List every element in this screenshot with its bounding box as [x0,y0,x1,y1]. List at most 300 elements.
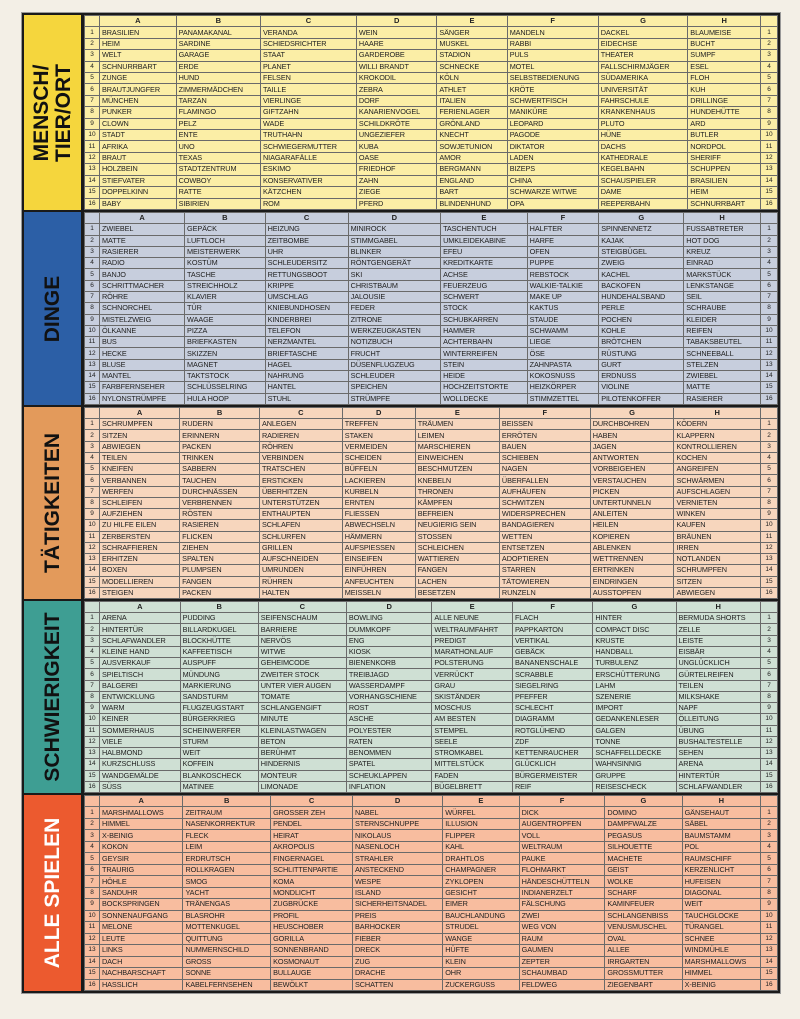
table-row [85,554,778,565]
row-number: 5 [761,853,778,864]
word-cell: MANTEL [100,370,185,381]
word-cell: SCHIEDSRICHTER [260,38,356,49]
word-cell: ROTGLÜHEND [512,725,592,736]
word-cell: KLEINLASTWAGEN [258,725,346,736]
row-number: 13 [85,359,100,370]
word-cell: ISLAND [353,887,443,898]
word-cell: WOLKE [605,876,682,887]
row-number: 4 [85,646,100,657]
word-cell: ZIEGE [356,187,436,198]
corner-cell [85,16,100,27]
word-cell: HOLZBEIN [100,164,177,175]
word-cell: PILOTENKOFFER [599,393,684,405]
word-cell: GRUPPE [593,770,676,781]
table-row [85,175,778,186]
word-cell: FANGEN [180,576,260,587]
row-number: 4 [761,452,778,463]
row-number: 2 [761,624,778,635]
word-cell: TEXAS [176,152,260,163]
row-number: 16 [761,198,778,210]
word-cell: BESCHMUTZEN [415,464,499,475]
word-cell: LACKIEREN [342,475,415,486]
word-cell: LACHEN [415,576,499,587]
word-cell: ARENA [676,759,760,770]
word-cell: TASCHE [185,269,266,280]
column-letter: B [185,213,266,224]
word-cell: STAKEN [342,430,415,441]
word-cell: KEINER [100,714,181,725]
row-number: 14 [85,565,100,576]
word-cell: KÄMPFEN [415,497,499,508]
row-number: 2 [761,235,778,246]
row-number: 5 [85,73,100,84]
category-title: ALLE SPIELEN [40,817,64,969]
word-cell: SCHEUKLAPPEN [346,770,432,781]
word-cell: HÖHLE [100,876,183,887]
row-number: 7 [85,95,100,106]
row-number: 6 [761,669,778,680]
column-letter: G [593,602,676,613]
row-number: 5 [85,269,100,280]
word-cell: GÜRTELREIFEN [676,669,760,680]
word-cell: SCHNECKE [437,61,507,72]
word-cell: BOCKSPRINGEN [100,899,183,910]
word-cell: KÖDERN [674,419,761,430]
column-letter: A [100,213,185,224]
word-cell: PUNKER [100,107,177,118]
table-row [85,224,778,235]
row-number: 4 [85,841,100,852]
table-row [85,945,778,956]
table-row [85,565,778,576]
word-cell: SCHWAMM [527,325,599,336]
word-grid [84,15,778,210]
word-cell: TELEFON [265,325,348,336]
word-cell: ABLENKEN [590,542,674,553]
word-cell: SPALTEN [180,554,260,565]
word-cell: PACKEN [180,441,260,452]
word-cell: KUH [688,84,761,95]
column-letter: D [353,796,443,807]
word-cell: ANSTECKEND [353,864,443,875]
word-cell: HALTEN [259,587,342,598]
word-cell: SKI [348,269,440,280]
row-number: 6 [85,475,100,486]
row-number: 4 [761,258,778,269]
word-cell: ERINNERN [180,430,260,441]
row-number: 4 [85,61,100,72]
word-cell: SEELE [432,736,513,747]
word-cell: SÜSS [100,781,181,792]
word-cell: KAKTUS [527,303,599,314]
word-cell: NABEL [353,807,443,818]
word-cell: NIKOLAUS [353,830,443,841]
row-number: 10 [85,130,100,141]
word-cell: WINKEN [674,509,761,520]
word-cell: PLUMPSEN [180,565,260,576]
word-cell: STREICHHOLZ [185,280,266,291]
column-letter: F [499,408,590,419]
word-cell: BANANENSCHALE [512,658,592,669]
table-row [85,841,778,852]
word-cell: SCHRUMPFEN [100,419,180,430]
word-cell: DORF [356,95,436,106]
word-cell: UNIVERSITÄT [598,84,688,95]
word-cell: BÜRGERMEISTER [512,770,592,781]
word-cell: AUSPUFF [180,658,258,669]
row-number: 5 [85,658,100,669]
word-cell: RABBI [507,38,598,49]
row-number: 5 [85,464,100,475]
word-cell: KRÖTE [507,84,598,95]
word-cell: BIENENKORB [346,658,432,669]
row-number: 4 [761,841,778,852]
word-cell: GRÖNLAND [437,118,507,129]
row-number: 3 [85,50,100,61]
word-cell: STEMPEL [432,725,513,736]
word-cell: GROSS [183,956,271,967]
word-cell: POLSTERUNG [432,658,513,669]
word-cell: SONNENBRAND [271,945,353,956]
column-letter: C [265,213,348,224]
word-cell: PUPPE [527,258,599,269]
word-cell: BLAUMEISE [688,27,761,38]
table-row [85,269,778,280]
column-letter: C [258,602,346,613]
word-cell: SCHRAUBE [684,303,761,314]
row-number: 2 [85,430,100,441]
word-cell: BLUSE [100,359,185,370]
word-cell: ZWIEBEL [100,224,185,235]
word-cell: ZITRONE [348,314,440,325]
row-number: 16 [85,781,100,792]
word-cell: GRAU [432,680,513,691]
row-number: 6 [761,475,778,486]
word-cell: MARKSTÜCK [684,269,761,280]
word-cell: SCHLAFWANDLER [676,781,760,792]
row-number: 7 [761,486,778,497]
row-number: 13 [761,164,778,175]
word-cell: STEIN [441,359,528,370]
word-cell: BÜGELBRETT [432,781,513,792]
word-cell: FARBFERNSEHER [100,382,185,393]
table-row [85,359,778,370]
row-number: 15 [85,187,100,198]
word-cell: SCHNURRBART [688,198,761,210]
word-cell: ZEITBOMBE [265,235,348,246]
category-title: DINGE [40,275,64,342]
word-cell: SCHLEIFEN [100,497,180,508]
row-number: 8 [85,497,100,508]
row-number: 7 [85,680,100,691]
word-cell: SÄNGER [437,27,507,38]
row-number: 12 [761,152,778,163]
column-letter: E [443,796,519,807]
word-cell: MARKIERUNG [180,680,258,691]
row-number: 10 [761,714,778,725]
word-cell: DAMPFWALZE [605,818,682,829]
word-cell: BRAUTJUNGFER [100,84,177,95]
table-row [85,441,778,452]
word-cell: PAUKE [519,853,605,864]
word-cell: KOFFEIN [180,759,258,770]
category-band [24,407,84,599]
word-cell: HINDERNIS [258,759,346,770]
row-number: 10 [85,910,100,921]
section-2 [24,407,778,599]
word-cell: PEGASUS [605,830,682,841]
word-cell: UNTERSTÜTZEN [259,497,342,508]
word-cell: COWBOY [176,175,260,186]
word-cell: STRAHLER [353,853,443,864]
word-cell: BEWÖLKT [271,979,353,991]
word-cell: FÄLSCHUNG [519,899,605,910]
word-cell: SÄBEL [682,818,760,829]
word-cell: TRATSCHEN [259,464,342,475]
word-cell: AFRIKA [100,141,177,152]
row-number: 12 [761,542,778,553]
row-number: 15 [85,968,100,979]
word-cell: LEOPARD [507,118,598,129]
word-cell: MELONE [100,922,183,933]
word-cell: BÜRGERKRIEG [180,714,258,725]
table-row [85,348,778,359]
word-cell: ZWEITER STOCK [258,669,346,680]
word-cell: GURT [599,359,684,370]
row-number: 10 [761,325,778,336]
word-cell: VERBRENNEN [180,497,260,508]
word-cell: SCHAUSPIELER [598,175,688,186]
word-cell: KAMINFEUER [605,899,682,910]
table-row [85,280,778,291]
table-row [85,646,778,657]
word-cell: TÜR [185,303,266,314]
word-cell: GEPÄCK [185,224,266,235]
row-number: 10 [85,714,100,725]
word-cell: HEIDE [441,370,528,381]
table-row [85,419,778,430]
word-cell: BUTLER [688,130,761,141]
word-cell: KÖLN [437,73,507,84]
word-cell: PLUTO [598,118,688,129]
word-cell: VORBEIGEHEN [590,464,674,475]
word-cell: RÖHRE [100,291,185,302]
row-number: 9 [85,118,100,129]
word-cell: KERZENLICHT [682,864,760,875]
word-cell: BEISSEN [499,419,590,430]
word-cell: WEG VON [519,922,605,933]
word-cell: DIAGRAMM [512,714,592,725]
word-cell: WERFEN [100,486,180,497]
row-number: 13 [85,945,100,956]
word-cell: KNIEBUNDHOSEN [265,303,348,314]
word-cell: KNECHT [437,130,507,141]
row-number: 8 [761,303,778,314]
word-cell: PFERD [356,198,436,210]
word-cell: HIMMEL [682,968,760,979]
word-cell: BAUEN [499,441,590,452]
word-cell: WINDMÜHLE [682,945,760,956]
word-cell: ÖSE [527,348,599,359]
word-cell: SCHEINWERFER [180,725,258,736]
word-cell: ENTHAUPTEN [259,509,342,520]
word-cell: FUSSABTRETER [684,224,761,235]
word-cell: BESETZEN [415,587,499,598]
word-cell: ABWIEGEN [674,587,761,598]
row-number: 2 [85,818,100,829]
word-cell: RAUMSCHIFF [682,853,760,864]
table-row [85,382,778,393]
word-grid [84,407,778,599]
row-number: 11 [761,922,778,933]
word-cell: WAHNSINNIG [593,759,676,770]
row-number: 1 [85,613,100,624]
word-cell: TÄTOWIEREN [499,576,590,587]
word-cell: GEDANKENLESER [593,714,676,725]
word-cell: STUHL [265,393,348,405]
word-cell: ZU HILFE EILEN [100,520,180,531]
word-cell: WALKIE-TALKIE [527,280,599,291]
word-cell: GESICHT [443,887,519,898]
word-cell: DRILLINGE [688,95,761,106]
word-cell: RUDERN [180,419,260,430]
table-row [85,61,778,72]
word-cell: PULS [507,50,598,61]
word-cell: NASENKORREKTUR [183,818,271,829]
row-number: 12 [85,736,100,747]
table-row [85,658,778,669]
word-cell: TABAKSBEUTEL [684,337,761,348]
word-cell: ERRÖTEN [499,430,590,441]
word-cell: ATHLET [437,84,507,95]
word-cell: EIMER [443,899,519,910]
word-cell: SIBIRIEN [176,198,260,210]
word-cell: WETTEN [499,531,590,542]
word-cell: EINWEICHEN [415,452,499,463]
word-cell: SCHWIEGERMUTTER [260,141,356,152]
row-number: 4 [761,61,778,72]
word-cell: KREDITKARTE [441,258,528,269]
word-cell: LINKS [100,945,183,956]
row-number: 1 [85,27,100,38]
word-cell: HULA HOOP [185,393,266,405]
word-cell: HINTERTÜR [676,770,760,781]
word-cell: DICK [519,807,605,818]
word-cell: VERTIKAL [512,635,592,646]
row-number: 11 [761,141,778,152]
section-0 [24,15,778,210]
word-cell: KRIPPE [265,280,348,291]
word-cell: MÜNDUNG [180,669,258,680]
word-cell: BLASROHR [183,910,271,921]
word-cell: HINTER [593,613,676,624]
word-cell: BACKOFEN [599,280,684,291]
row-number: 16 [85,979,100,991]
word-cell: FELDWEG [519,979,605,991]
word-cell: DÜSENFLUGZEUG [348,359,440,370]
word-cell: STIMMZETTEL [527,393,599,405]
table-row [85,38,778,49]
column-letter: A [100,408,180,419]
word-cell: ZWIEBEL [684,370,761,381]
word-cell: ENG [346,635,432,646]
word-cell: SCHNEEBALL [684,348,761,359]
word-cell: UMKLEIDEKABINE [441,235,528,246]
column-letter: H [688,16,761,27]
word-cell: PERLE [599,303,684,314]
column-header-row [85,796,778,807]
table-row [85,303,778,314]
word-cell: REEPERBAHN [598,198,688,210]
table-row [85,50,778,61]
row-number: 14 [761,370,778,381]
word-cell: UNO [176,141,260,152]
word-cell: WEIT [682,899,760,910]
table-row [85,246,778,257]
word-cell: KANARIENVOGEL [356,107,436,118]
word-cell: UHR [265,246,348,257]
word-cell: ZIEHEN [180,542,260,553]
table-row [85,130,778,141]
word-cell: TRÄUMEN [415,419,499,430]
word-cell: SPIELTISCH [100,669,181,680]
word-cell: BRIEFKASTEN [185,337,266,348]
column-letter: E [432,602,513,613]
word-cell: ERDE [176,61,260,72]
word-cell: AKROPOLIS [271,841,353,852]
word-cell: PREDIGT [432,635,513,646]
column-header-row [85,408,778,419]
word-cell: MEISTERWERK [185,246,266,257]
word-cell: FLOH [688,73,761,84]
row-number: 2 [85,235,100,246]
table-row [85,956,778,967]
word-grid [84,795,778,991]
word-cell: WASSERDAMPF [346,680,432,691]
row-number: 12 [85,152,100,163]
word-cell: HÄMMERN [342,531,415,542]
word-cell: SITZEN [100,430,180,441]
row-number: 8 [761,691,778,702]
word-cell: ACHTERBAHN [441,337,528,348]
word-cell: PLANET [260,61,356,72]
row-number: 1 [761,807,778,818]
word-cell: SHERIFF [688,152,761,163]
word-cell: NERZMANTEL [265,337,348,348]
word-cell: WELT [100,50,177,61]
row-number: 12 [85,542,100,553]
row-number: 7 [761,95,778,106]
word-cell: HABEN [590,430,674,441]
word-cell: MARSHMALLOWS [682,956,760,967]
word-cell: PAGODE [507,130,598,141]
table-row [85,669,778,680]
word-cell: BARRIERE [258,624,346,635]
row-number: 3 [761,246,778,257]
word-cell: NACHBARSCHAFT [100,968,183,979]
word-cell: VERBINDEN [259,452,342,463]
table-row [85,691,778,702]
row-number: 7 [761,876,778,887]
word-cell: BIZEPS [507,164,598,175]
word-cell: GRILLEN [259,542,342,553]
word-cell: X-BEINIG [100,830,183,841]
column-letter: D [348,213,440,224]
word-cell: WILLI BRANDT [356,61,436,72]
word-cell: BRASILIEN [100,27,177,38]
word-cell: SCHLEUDERSITZ [265,258,348,269]
word-cell: KLEINE HAND [100,646,181,657]
